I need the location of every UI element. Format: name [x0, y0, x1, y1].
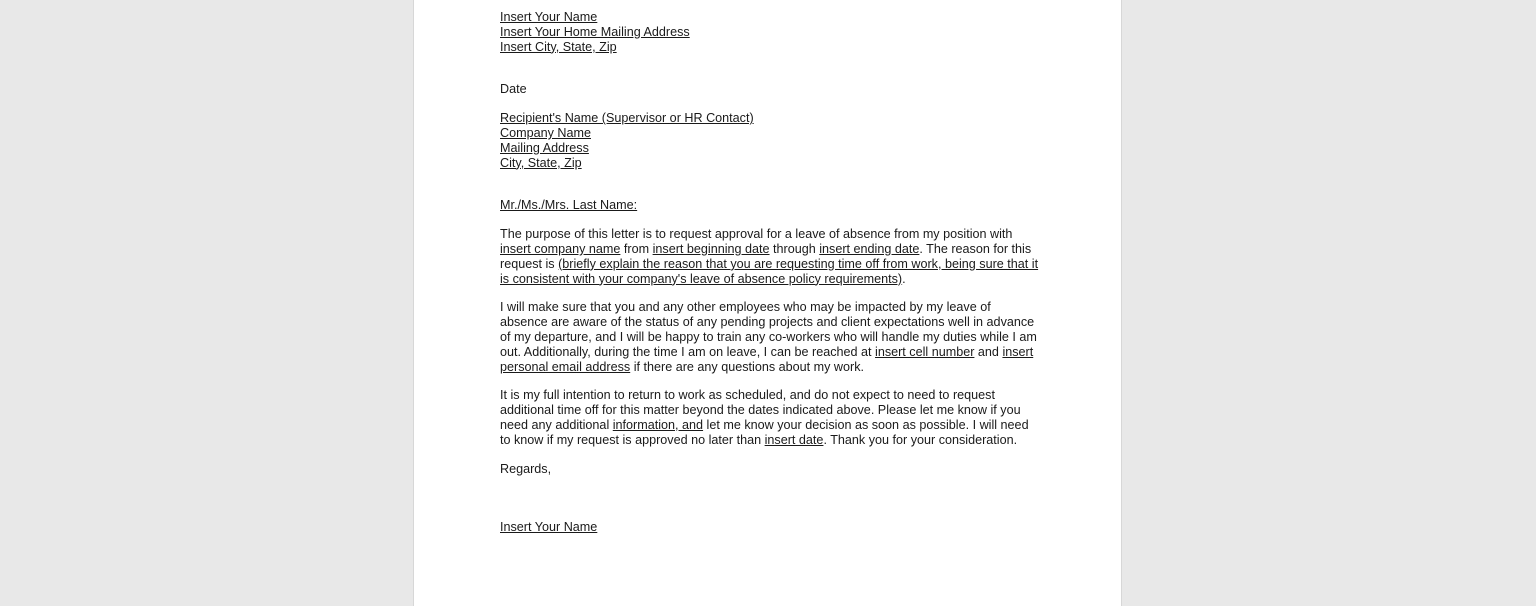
p1-text-1: The purpose of this letter is to request approval for a leave of absence from my position with [500, 227, 1013, 242]
recipient-company: Company Name [500, 125, 591, 140]
recipient-name: Recipient's Name (Supervisor or HR Contact) [500, 111, 754, 126]
p1-text-3: through [769, 241, 820, 256]
p2-text-2: and [974, 344, 1003, 359]
p2-field-email: insert personal email address [500, 344, 1034, 374]
paragraph-2 [500, 300, 1040, 374]
paragraph-1 [500, 227, 1040, 286]
recipient-city-state-zip: City, State, Zip [500, 155, 582, 170]
p1-text-5: . [902, 271, 906, 286]
p3-field-insert-date: insert date [764, 432, 824, 447]
paragraph-3 [500, 388, 1040, 447]
date-block [500, 82, 1040, 97]
p1-field-reason: (briefly explain the reason that you are requesting time off from work, being sure that it is consistent with your company's leave of absence policy requirements) [500, 256, 1039, 286]
letter-body [500, 10, 1040, 535]
p1-text-4: . The reason for this request is [500, 241, 1032, 271]
sender-city-state-zip: Insert City, State, Zip [500, 39, 617, 54]
closing: Regards, [500, 461, 552, 476]
p2-text-1: I will make sure that you and any other employees who may be impacted by my leave of absence are aware of the status of any pending projects and client expectations well in advance of my departure, and I will be happy to train any co-workers who will handle my duties while I am out. Additionally, during the time I am on leave, I can be reached at [500, 300, 1037, 359]
signature-block [500, 520, 1040, 535]
p3-text-3: . Thank you for your consideration. [823, 432, 1018, 447]
p1-field-end-date: insert ending date [819, 241, 920, 256]
p3-text-1: It is my full intention to return to work as scheduled, and do not expect to need to request additional time off for this matter beyond the dates indicated above. Please let me know if you need any additional [500, 388, 1021, 432]
signature-space [500, 476, 1040, 520]
spacer-after-recipient [500, 170, 1040, 198]
spacer-after-salutation [500, 213, 1040, 227]
sender-address: Insert Your Home Mailing Address [500, 24, 690, 39]
recipient-address-block [500, 111, 1040, 170]
p1-field-begin-date: insert beginning date [652, 241, 770, 256]
closing-block [500, 462, 1040, 477]
p1-text-2: from [620, 241, 653, 256]
p3-field-information: information, and [612, 417, 704, 432]
sender-name: Insert Your Name [500, 10, 598, 24]
signature-name: Insert Your Name [500, 520, 598, 535]
sender-address-block [500, 10, 1040, 54]
date-label: Date [500, 82, 527, 97]
salutation-block [500, 198, 1040, 213]
spacer-before-closing [500, 448, 1040, 462]
p1-field-company: insert company name [500, 241, 621, 256]
salutation: Mr./Ms./Mrs. Last Name: [500, 198, 638, 213]
recipient-address: Mailing Address [500, 140, 589, 155]
spacer-after-sender [500, 54, 1040, 82]
document-page [414, 0, 1121, 606]
p3-text-2: let me know your decision as soon as possible. I will need to know if my request is approved no later than [500, 417, 1029, 447]
p2-field-cell-number: insert cell number [875, 344, 975, 359]
spacer-after-date [500, 97, 1040, 111]
p2-text-3: if there are any questions about my work. [630, 359, 865, 374]
